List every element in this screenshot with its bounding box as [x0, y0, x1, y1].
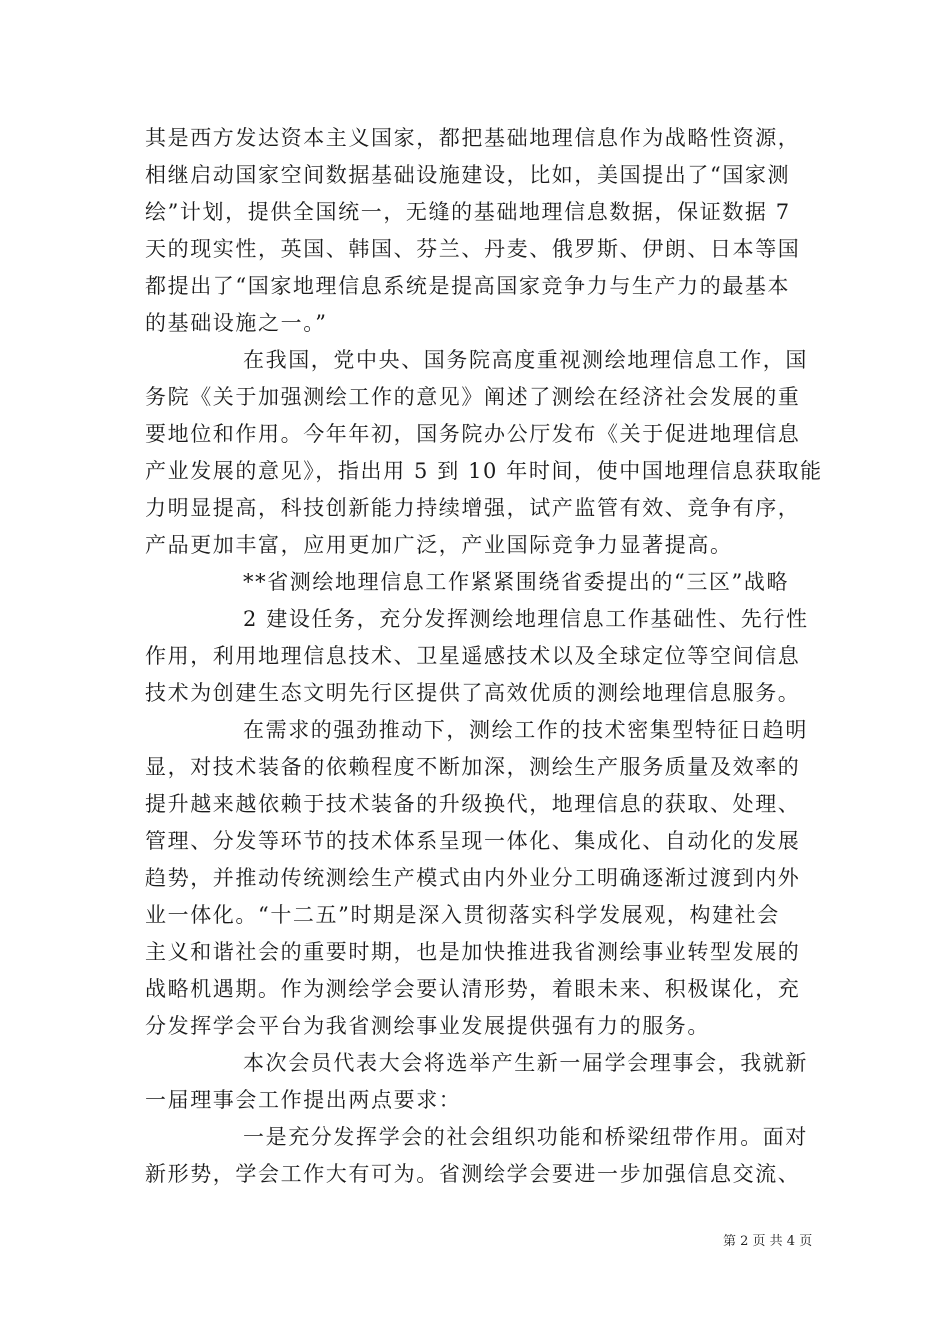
- text-line: 分发挥学会平台为我省测绘事业发展提供强有力的服务。: [145, 1014, 710, 1038]
- text-line: 显，对技术装备的依赖程度不断加深，测绘生产服务质量及效率的: [145, 755, 801, 779]
- text-line: 要地位和作用。今年年初，国务院办公厅发布《关于促进地理信息: [145, 422, 801, 446]
- text-line: 其是西方发达资本主义国家，都把基础地理信息作为战略性资源，: [145, 126, 801, 150]
- text-line: 产业发展的意见》，指出用 5 到 10 年时间，使中国地理信息获取能: [145, 459, 823, 483]
- text-line: 的基础设施之一。”: [145, 311, 328, 335]
- text-line: 新形势，学会工作大有可为。省测绘学会要进一步加强信息交流、: [145, 1162, 801, 1186]
- text-line: 在我国，党中央、国务院高度重视测绘地理信息工作，国: [243, 348, 808, 372]
- text-line: 业一体化。“十二五”时期是深入贯彻落实科学发展观，构建社会: [145, 903, 780, 927]
- text-line: 技术为创建生态文明先行区提供了高效优质的测绘地理信息服务。: [145, 681, 801, 705]
- text-line: 天的现实性，英国、韩国、芬兰、丹麦、俄罗斯、伊朗、日本等国: [145, 237, 801, 261]
- text-line: 2 建设任务，充分发挥测绘地理信息工作基础性、先行性: [243, 607, 809, 631]
- text-line: 本次会员代表大会将选举产生新一届学会理事会，我就新: [243, 1051, 808, 1075]
- text-line: 一是充分发挥学会的社会组织功能和桥梁纽带作用。面对: [243, 1125, 808, 1149]
- text-line: 力明显提高，科技创新能力持续增强，试产监管有效、竞争有序，: [145, 496, 801, 520]
- page-number: 第 2 页 共 4 页: [723, 1234, 813, 1249]
- text-line: 趋势，并推动传统测绘生产模式由内外业分工明确逐渐过渡到内外: [145, 866, 801, 890]
- text-line: 都提出了“国家地理信息系统是提高国家竞争力与生产力的最基本: [145, 274, 791, 298]
- text-line: 作用，利用地理信息技术、卫星遥感技术以及全球定位等空间信息: [145, 644, 801, 668]
- text-line: 相继启动国家空间数据基础设施建设，比如，美国提出了“国家测: [145, 163, 791, 187]
- text-line: 在需求的强劲推动下，测绘工作的技术密集型特征日趋明: [243, 718, 808, 742]
- text-line: 管理、分发等环节的技术体系呈现一体化、集成化、自动化的发展: [145, 829, 801, 853]
- text-line: **省测绘地理信息工作紧紧围绕省委提出的“三区”战略: [243, 570, 790, 594]
- text-line: 产品更加丰富，应用更加广泛，产业国际竞争力显著提高。: [145, 533, 733, 557]
- text-line: 一届理事会工作提出两点要求：: [145, 1088, 462, 1112]
- text-line: 提升越来越依赖于技术装备的升级换代，地理信息的获取、处理、: [145, 792, 801, 816]
- text-line: 战略机遇期。作为测绘学会要认清形势，着眼未来、积极谋化，充: [145, 977, 801, 1001]
- text-line: 绘”计划，提供全国统一，无缝的基础地理信息数据，保证数据 7: [145, 200, 791, 224]
- text-line: 主义和谐社会的重要时期，也是加快推进我省测绘事业转型发展的: [145, 940, 801, 964]
- text-line: 务院《关于加强测绘工作的意见》阐述了测绘在经济社会发展的重: [145, 385, 801, 409]
